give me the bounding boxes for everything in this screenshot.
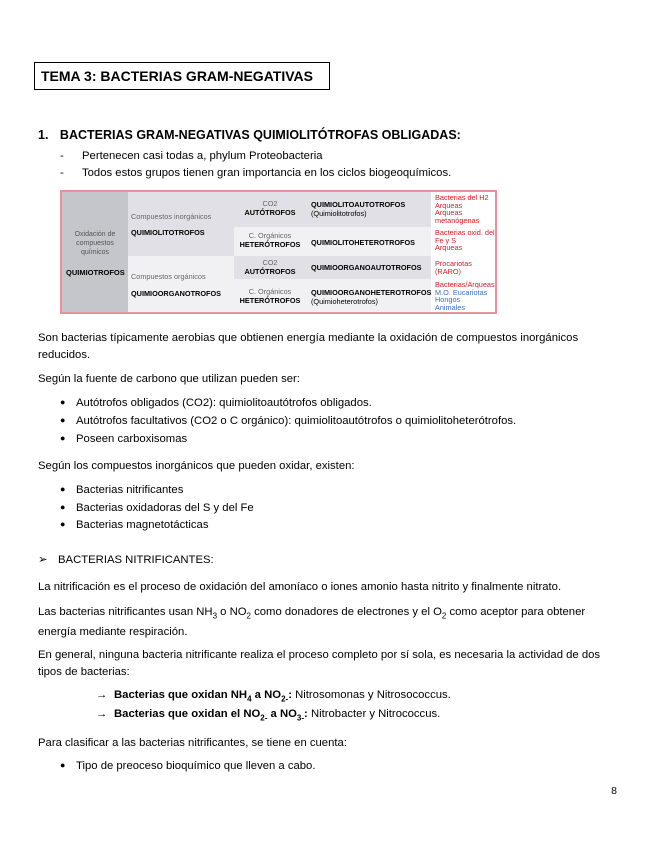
table-carbon-cell (234, 192, 306, 227)
table-example: Bacterias del H2 (435, 193, 489, 202)
arrow-item: → Bacterias que oxidan el $NO_{2-}$ a $NO_{3-}$: Nitrobacter y Nitrococcus. (96, 708, 441, 723)
table-example: Procariotas (435, 259, 472, 268)
table-example: Bacterias/Arqueas (435, 280, 495, 289)
arrow-item: → Bacterias que oxidan $NH_4$ a $NO_{2-}$: Nitrosomonas y Nitrosococcus. (96, 689, 451, 704)
right-arrow-icon: → (96, 708, 108, 720)
carbon-type: AUTÓTROFOS (244, 267, 296, 276)
table-type-sub: (Quimiolitotrofos) (311, 209, 367, 218)
carbon-source: CO2 (262, 258, 278, 267)
table-examples-cell (431, 192, 495, 227)
carbon-type: HETERÓTROFOS (239, 296, 301, 305)
paragraph: Según los compuestos inorgánicos que pueden oxidar, existen: (38, 460, 355, 472)
table-type: QUIMIOLITOAUTOTROFOS (311, 200, 406, 209)
paragraph: Son bacterias típicamente aerobias que obtienen energía mediante la oxidación de compuestos inorgánicos reducidos. (38, 332, 579, 361)
table-left-bold: QUIMIOTROFOS (66, 268, 125, 277)
sub-heading (38, 553, 214, 566)
sub-heading-text: BACTERIAS NITRIFICANTES: (58, 554, 214, 566)
table-left-label: Oxidación de compuestos químicos (74, 231, 116, 256)
table-example: Arqueas (435, 243, 463, 252)
table-example: Fe y S (435, 235, 457, 245)
paragraph: La nitrificación es el proceso de oxidación del amoníaco o iones amonio hasta nitrito y finalmente nitrato. (38, 581, 562, 593)
bullet-item: ● Autótrofos obligados (CO2): quimiolitoautótrofos obligados. (60, 397, 372, 409)
bullet-text: Bacterias magnetotácticas (76, 519, 209, 531)
table-example: Bacterias oxid. del (435, 228, 495, 237)
bullet-text: Tipo de preoceso bioquímico que lleven a cabo. (76, 760, 316, 772)
table-group-bold: QUIMIOORGANOTROFOS (131, 289, 221, 298)
section-heading-text: BACTERIAS GRAM-NEGATIVAS QUIMIOLITÓTROFAS OBLIGADAS: (59, 128, 461, 142)
table-carbon-cell (234, 256, 306, 279)
table-example: Hongos (435, 295, 461, 304)
table-type: QUIMIOORGANOHETEROTROFOS (311, 288, 432, 297)
table-type-cell (306, 256, 431, 279)
paragraph: En general, ninguna bacteria nitrificante realiza el proceso completo por sí sola, es necesaria la actividad de dos tipos de bacterias: (38, 649, 601, 678)
dash-item-text: Pertenecen casi todas a, phylum Proteobacteria (82, 150, 323, 162)
bullet-item: ● Bacterias magnetotácticas (60, 519, 209, 531)
table-group-inorganic (128, 192, 234, 256)
table-example: Arqueas (435, 200, 463, 210)
bullet-item: ● Autótrofos facultativos (CO2 o C orgánico): quimiolitoautótrofos o quimiolitoheterótrofos. (60, 415, 517, 427)
bullet-item: ● Bacterias oxidadoras del S y del Fe (60, 502, 254, 514)
table-type: QUIMIOLITOHETEROTROFOS (311, 238, 416, 247)
table-carbon-cell (234, 279, 306, 312)
table-type-cell (306, 279, 431, 312)
table-group-label: Compuestos inorgánicos (131, 212, 212, 221)
classification-table (60, 190, 497, 314)
table-examples-cell (431, 256, 495, 279)
table-type-cell (306, 227, 431, 256)
section-number: 1. (38, 128, 49, 142)
table-example: (RARO) (435, 266, 461, 276)
table-example: Animales (435, 302, 466, 312)
bullet-item: ● Poseen carboxisomas (60, 433, 188, 445)
paragraph: Para clasificar a las bacterias nitrificantes, se tiene en cuenta: (38, 737, 347, 749)
table-example: M.O. Eucariotas (435, 287, 488, 297)
table-group-label: Compuestos orgánicos (131, 272, 206, 281)
dash-item-text: Todos estos grupos tienen gran importancia en los ciclos biogeoquímicos. (82, 167, 452, 179)
section-heading (38, 128, 461, 142)
carbon-type: AUTÓTROFOS (244, 208, 296, 217)
arrowhead-icon: ➢ (38, 554, 48, 566)
page-number: 8 (611, 785, 617, 797)
bullet-text: Bacterias nitrificantes (76, 484, 184, 496)
carbon-source: CO2 (262, 199, 278, 208)
paragraph: Según la fuente de carbono que utilizan pueden ser: (38, 373, 300, 385)
table-left-column (62, 192, 128, 312)
carbon-source: C. Orgánicos (248, 231, 292, 240)
bullet-item: ● Tipo de preoceso bioquímico que lleven a cabo. (60, 760, 316, 772)
table-type: QUIMIOORGANOAUTOTROFOS (311, 263, 422, 272)
table-type-sub: (Quimioheterotrofos) (311, 297, 378, 306)
carbon-type: HETERÓTROFOS (239, 240, 301, 249)
bullet-text: Autótrofos obligados (CO2): quimiolitoautótrofos obligados. (76, 397, 372, 409)
paragraph-formula: Las bacterias nitrificantes usan $NH_3$ o $NO_2$ como donadores de electrones y el $O_2$ como aceptor para obtener energía mediante respiración. (38, 606, 586, 639)
bullet-text: Poseen carboxisomas (76, 433, 188, 445)
table-group-organic (128, 256, 234, 312)
table-examples-cell (431, 227, 495, 256)
table-carbon-cell (234, 227, 306, 256)
dash-item: - Pertenecen casi todas a, phylum Proteobacteria (60, 150, 323, 162)
table-example: Arqueas metanógenas (435, 208, 480, 225)
page-title: TEMA 3: BACTERIAS GRAM-NEGATIVAS (34, 62, 330, 90)
bullet-item: ● Bacterias nitrificantes (60, 484, 184, 496)
table-examples-cell (431, 279, 495, 312)
bullet-text: Bacterias oxidadoras del S y del Fe (76, 502, 254, 514)
table-group-bold: QUIMIOLITOTROFOS (131, 228, 205, 237)
bullet-text: Autótrofos facultativos (CO2 o C orgánico): quimiolitoautótrofos o quimiolitoheterótrofos. (76, 415, 517, 427)
carbon-source: C. Orgánicos (248, 287, 292, 296)
dash-item: - Todos estos grupos tienen gran importancia en los ciclos biogeoquímicos. (60, 167, 452, 179)
table-type-cell (306, 192, 431, 227)
right-arrow-icon: → (96, 689, 108, 701)
